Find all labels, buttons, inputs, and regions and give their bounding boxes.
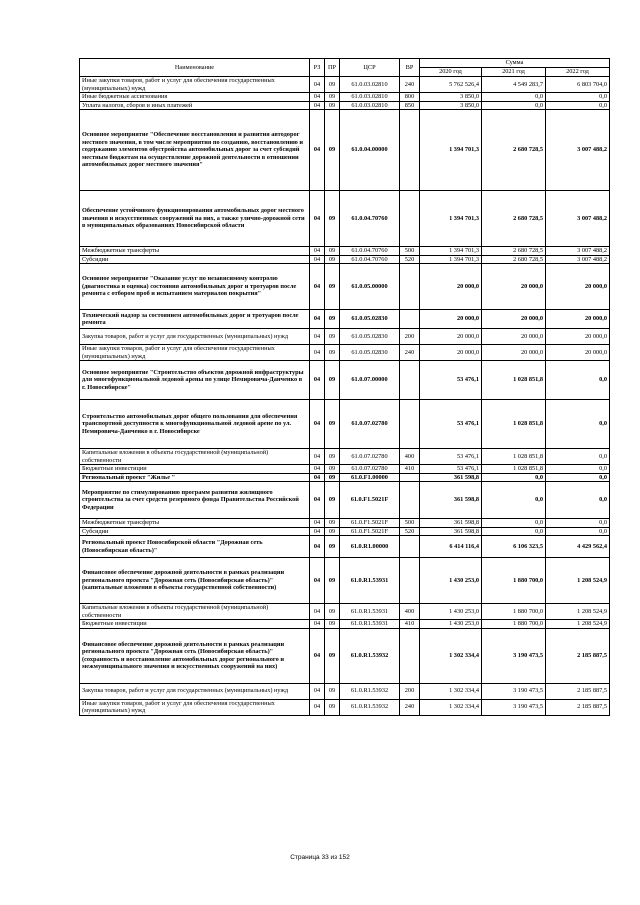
header-vr: ВР (400, 59, 420, 77)
cell-pr: 09 (325, 264, 340, 310)
cell-csr: 61.0.05.02830 (340, 310, 400, 329)
cell-csr: 61.0.07.02780 (340, 465, 400, 474)
table-row (80, 473, 610, 482)
cell-sum-2022: 6 803 704,0 (546, 77, 610, 93)
header-rz: РЗ (310, 59, 325, 77)
cell-vr: 500 (400, 247, 420, 256)
cell-sum-2020: 1 394 701,3 (420, 255, 482, 264)
cell-sum-2020: 361 598,8 (420, 519, 482, 528)
cell-name: Бюджетные инвестиции (80, 620, 310, 629)
cell-sum-2022: 2 185 887,5 (546, 628, 610, 683)
cell-rz: 04 (310, 329, 325, 345)
cell-sum-2022: 20 000,0 (546, 329, 610, 345)
cell-csr: 61.0.03.02810 (340, 93, 400, 102)
budget-table-sheet (79, 58, 609, 716)
cell-sum-2022: 0,0 (546, 93, 610, 102)
cell-sum-2021: 0,0 (482, 101, 546, 110)
cell-sum-2020: 53 476,1 (420, 400, 482, 449)
cell-csr: 61.0.07.02780 (340, 400, 400, 449)
cell-sum-2022: 3 007 488,2 (546, 255, 610, 264)
cell-vr: 240 (400, 699, 420, 715)
cell-csr: 61.0.04.70760 (340, 247, 400, 256)
table-row (80, 329, 610, 345)
cell-rz: 04 (310, 449, 325, 465)
table-row (80, 191, 610, 247)
cell-pr: 09 (325, 247, 340, 256)
cell-sum-2020: 5 762 526,4 (420, 77, 482, 93)
cell-sum-2021: 1 880 700,0 (482, 604, 546, 620)
cell-sum-2020: 1 430 253,0 (420, 620, 482, 629)
cell-name: Основное мероприятие "Обеспечение восстановления и развития автодорог местного значения, в том числе мероприятия по созданию, восстановлению и содержанию элементов обустройства автомобильных дорог за счет субсидий местным бюджетам на осуществление дорожной деятельности в отношении автомобильных дорог местного значения" (80, 110, 310, 191)
cell-name: Межбюджетные трансферты (80, 247, 310, 256)
cell-sum-2021: 1 028 851,8 (482, 449, 546, 465)
header-pr: ПР (325, 59, 340, 77)
cell-sum-2021: 2 680 728,5 (482, 110, 546, 191)
cell-rz: 04 (310, 77, 325, 93)
cell-name: Региональный проект Новосибирской области "Дорожная сеть (Новосибирская область)" (80, 536, 310, 558)
table-row (80, 482, 610, 519)
cell-rz: 04 (310, 558, 325, 604)
cell-csr: 61.0.R1.53931 (340, 620, 400, 629)
cell-pr: 09 (325, 527, 340, 536)
table-row (80, 620, 610, 629)
table-row (80, 465, 610, 474)
cell-sum-2022: 0,0 (546, 449, 610, 465)
cell-rz: 04 (310, 473, 325, 482)
cell-sum-2022: 2 185 887,5 (546, 683, 610, 699)
cell-vr: 400 (400, 604, 420, 620)
cell-vr: 850 (400, 101, 420, 110)
cell-csr: 61.0.R1.53932 (340, 683, 400, 699)
cell-csr: 61.0.05.02830 (340, 329, 400, 345)
cell-sum-2020: 1 302 334,4 (420, 683, 482, 699)
cell-sum-2022: 20 000,0 (546, 345, 610, 361)
cell-sum-2020: 20 000,0 (420, 264, 482, 310)
cell-csr: 61.0.F1.00000 (340, 473, 400, 482)
cell-sum-2021: 6 106 323,5 (482, 536, 546, 558)
table-row (80, 77, 610, 93)
cell-rz: 04 (310, 255, 325, 264)
cell-sum-2022: 0,0 (546, 527, 610, 536)
header-year-2020: 2020 год (420, 68, 482, 77)
page-number: Страница 33 из 152 (290, 854, 350, 861)
cell-sum-2022: 0,0 (546, 465, 610, 474)
cell-csr: 61.0.R1.53931 (340, 558, 400, 604)
cell-csr: 61.0.03.02810 (340, 77, 400, 93)
cell-csr: 61.0.F1.5021F (340, 519, 400, 528)
cell-sum-2022: 0,0 (546, 473, 610, 482)
cell-vr: 240 (400, 77, 420, 93)
cell-pr: 09 (325, 604, 340, 620)
cell-rz: 04 (310, 536, 325, 558)
cell-csr: 61.0.R1.53931 (340, 604, 400, 620)
cell-name: Субсидии (80, 255, 310, 264)
table-body (80, 77, 610, 716)
cell-sum-2021: 0,0 (482, 527, 546, 536)
cell-vr: 410 (400, 465, 420, 474)
cell-pr: 09 (325, 536, 340, 558)
cell-sum-2021: 0,0 (482, 482, 546, 519)
cell-rz: 04 (310, 482, 325, 519)
cell-name: Иные закупки товаров, работ и услуг для обеспечения государственных (муниципальных) нужд (80, 77, 310, 93)
cell-vr: 200 (400, 683, 420, 699)
cell-sum-2021: 1 028 851,8 (482, 361, 546, 400)
cell-sum-2020: 6 414 116,4 (420, 536, 482, 558)
cell-name: Уплата налогов, сборов и иных платежей (80, 101, 310, 110)
cell-name: Региональный проект "Жилье " (80, 473, 310, 482)
cell-name: Иные закупки товаров, работ и услуг для обеспечения государственных (муниципальных) нужд (80, 345, 310, 361)
cell-vr (400, 191, 420, 247)
cell-sum-2021: 2 680 728,5 (482, 191, 546, 247)
cell-vr: 500 (400, 519, 420, 528)
table-row (80, 310, 610, 329)
cell-pr: 09 (325, 310, 340, 329)
cell-name: Иные закупки товаров, работ и услуг для обеспечения государственных (муниципальных) нужд (80, 699, 310, 715)
table-row (80, 361, 610, 400)
cell-sum-2022: 1 208 524,9 (546, 558, 610, 604)
cell-sum-2022: 0,0 (546, 400, 610, 449)
table-row (80, 519, 610, 528)
cell-sum-2021: 1 880 700,0 (482, 620, 546, 629)
cell-rz: 04 (310, 620, 325, 629)
cell-name: Капитальные вложения в объекты государственной (муниципальной) собственности (80, 449, 310, 465)
cell-sum-2022: 2 185 887,5 (546, 699, 610, 715)
cell-name: Технический надзор за состоянием автомобильных дорог и тротуаров после ремонта (80, 310, 310, 329)
cell-csr: 61.0.05.02830 (340, 345, 400, 361)
cell-rz: 04 (310, 527, 325, 536)
cell-pr: 09 (325, 101, 340, 110)
cell-sum-2021: 0,0 (482, 473, 546, 482)
cell-pr: 09 (325, 620, 340, 629)
cell-pr: 09 (325, 329, 340, 345)
cell-sum-2020: 53 476,1 (420, 449, 482, 465)
header-name: Наименование (80, 59, 310, 77)
cell-csr: 61.0.R1.53932 (340, 699, 400, 715)
cell-pr: 09 (325, 345, 340, 361)
table-row (80, 264, 610, 310)
cell-csr: 61.0.05.00000 (340, 264, 400, 310)
cell-pr: 09 (325, 519, 340, 528)
table-row (80, 449, 610, 465)
cell-vr (400, 482, 420, 519)
cell-rz: 04 (310, 465, 325, 474)
cell-sum-2021: 0,0 (482, 93, 546, 102)
cell-csr: 61.0.F1.5021F (340, 527, 400, 536)
cell-vr (400, 400, 420, 449)
cell-pr: 09 (325, 683, 340, 699)
cell-sum-2021: 3 190 473,5 (482, 699, 546, 715)
cell-csr: 61.0.07.02780 (340, 449, 400, 465)
cell-vr (400, 558, 420, 604)
cell-sum-2021: 1 880 700,0 (482, 558, 546, 604)
cell-sum-2022: 1 208 524,9 (546, 620, 610, 629)
cell-vr: 410 (400, 620, 420, 629)
cell-sum-2021: 2 680 728,5 (482, 255, 546, 264)
cell-sum-2020: 1 302 334,4 (420, 699, 482, 715)
cell-sum-2022: 1 208 524,9 (546, 604, 610, 620)
cell-vr (400, 310, 420, 329)
cell-pr: 09 (325, 255, 340, 264)
cell-csr: 61.0.07.00000 (340, 361, 400, 400)
cell-rz: 04 (310, 310, 325, 329)
cell-sum-2020: 1 394 701,3 (420, 191, 482, 247)
cell-csr: 61.0.04.70760 (340, 255, 400, 264)
table-row (80, 604, 610, 620)
cell-rz: 04 (310, 699, 325, 715)
cell-pr: 09 (325, 400, 340, 449)
cell-pr: 09 (325, 361, 340, 400)
cell-rz: 04 (310, 345, 325, 361)
table-row (80, 345, 610, 361)
cell-csr: 61.0.04.00000 (340, 110, 400, 191)
cell-sum-2022: 0,0 (546, 482, 610, 519)
cell-pr: 09 (325, 449, 340, 465)
cell-vr: 240 (400, 345, 420, 361)
table-row (80, 400, 610, 449)
cell-rz: 04 (310, 604, 325, 620)
table-row (80, 536, 610, 558)
header-year-2022: 2022 год (546, 68, 610, 77)
header-csr: ЦСР (340, 59, 400, 77)
table-row (80, 101, 610, 110)
cell-sum-2022: 4 429 562,4 (546, 536, 610, 558)
cell-sum-2020: 1 394 701,3 (420, 247, 482, 256)
cell-sum-2022: 0,0 (546, 101, 610, 110)
cell-sum-2021: 20 000,0 (482, 264, 546, 310)
cell-name: Основное мероприятие "Оказание услуг по независимому контролю (диагностика и оценка) состояния автомобильных дорог и тротуаров после ремонта с отбором проб и испытанием материалов покрытия" (80, 264, 310, 310)
cell-rz: 04 (310, 101, 325, 110)
table-row (80, 110, 610, 191)
cell-sum-2022: 3 007 488,2 (546, 110, 610, 191)
table-row (80, 247, 610, 256)
cell-name: Закупка товаров, работ и услуг для государственных (муниципальных) нужд (80, 683, 310, 699)
cell-name: Мероприятие по стимулированию программ развития жилищного строительства за счет средств резервного фонда Правительства Российской Федерации (80, 482, 310, 519)
cell-vr: 520 (400, 255, 420, 264)
table-row (80, 93, 610, 102)
cell-name: Основное мероприятие "Строительство объектов дорожной инфраструктуры для многофункциональной ледовой арены по улице Немировича-Данченко в г. Новосибирске" (80, 361, 310, 400)
cell-sum-2021: 3 190 473,5 (482, 628, 546, 683)
cell-sum-2022: 20 000,0 (546, 310, 610, 329)
cell-rz: 04 (310, 683, 325, 699)
cell-csr: 61.0.R1.00000 (340, 536, 400, 558)
cell-sum-2021: 1 028 851,8 (482, 400, 546, 449)
cell-pr: 09 (325, 473, 340, 482)
cell-vr (400, 536, 420, 558)
cell-vr: 400 (400, 449, 420, 465)
cell-sum-2021: 1 028 851,8 (482, 465, 546, 474)
cell-csr: 61.0.03.02810 (340, 101, 400, 110)
cell-pr: 09 (325, 465, 340, 474)
cell-vr (400, 264, 420, 310)
cell-rz: 04 (310, 519, 325, 528)
cell-sum-2020: 20 000,0 (420, 329, 482, 345)
cell-sum-2022: 3 007 488,2 (546, 247, 610, 256)
cell-sum-2021: 2 680 728,5 (482, 247, 546, 256)
cell-name: Бюджетные инвестиции (80, 465, 310, 474)
table-row (80, 683, 610, 699)
cell-sum-2022: 20 000,0 (546, 264, 610, 310)
cell-sum-2020: 53 476,1 (420, 361, 482, 400)
cell-name: Капитальные вложения в объекты государственной (муниципальной) собственности (80, 604, 310, 620)
cell-vr: 520 (400, 527, 420, 536)
cell-name: Финансовое обеспечение дорожной деятельности в рамках реализации регионального проекта "Дорожная сеть (Новосибирская область)" (сохранность и восстановление автомобильных дорог регионального и межмуниципального значения и искусственных сооружений на них) (80, 628, 310, 683)
cell-csr: 61.0.R1.53932 (340, 628, 400, 683)
cell-sum-2022: 0,0 (546, 519, 610, 528)
cell-rz: 04 (310, 361, 325, 400)
cell-sum-2022: 3 007 488,2 (546, 191, 610, 247)
cell-rz: 04 (310, 247, 325, 256)
table-row (80, 255, 610, 264)
cell-sum-2020: 1 302 334,4 (420, 628, 482, 683)
cell-pr: 09 (325, 93, 340, 102)
cell-pr: 09 (325, 558, 340, 604)
table-row (80, 699, 610, 715)
cell-sum-2020: 1 430 253,0 (420, 604, 482, 620)
cell-sum-2020: 1 394 701,3 (420, 110, 482, 191)
budget-table (79, 58, 610, 716)
cell-vr (400, 628, 420, 683)
header-year-2021: 2021 год (482, 68, 546, 77)
cell-rz: 04 (310, 191, 325, 247)
cell-sum-2020: 53 476,1 (420, 465, 482, 474)
cell-rz: 04 (310, 110, 325, 191)
table-row (80, 628, 610, 683)
cell-name: Обеспечение устойчивого функционирования автомобильных дорог местного значения и искусственных сооружений на них, а также улично-дорожной сети в муниципальных образованиях Новосибирской области (80, 191, 310, 247)
cell-rz: 04 (310, 628, 325, 683)
cell-rz: 04 (310, 264, 325, 310)
cell-sum-2020: 20 000,0 (420, 345, 482, 361)
cell-sum-2020: 361 598,8 (420, 527, 482, 536)
cell-sum-2021: 20 000,0 (482, 345, 546, 361)
table-header (80, 59, 610, 77)
cell-sum-2021: 0,0 (482, 519, 546, 528)
cell-pr: 09 (325, 77, 340, 93)
cell-name: Строительство автомобильных дорог общего пользования для обеспечения транспортной доступности к многофункциональной ледовой арене по ул. Немировича-Данченко в г. Новосибирске (80, 400, 310, 449)
cell-csr: 61.0.F1.5021F (340, 482, 400, 519)
cell-sum-2020: 20 000,0 (420, 310, 482, 329)
cell-pr: 09 (325, 191, 340, 247)
cell-sum-2020: 3 850,0 (420, 93, 482, 102)
cell-vr: 800 (400, 93, 420, 102)
table-row (80, 527, 610, 536)
table-row (80, 558, 610, 604)
cell-vr: 200 (400, 329, 420, 345)
header-sum: Сумма (420, 59, 610, 68)
cell-pr: 09 (325, 628, 340, 683)
cell-sum-2021: 3 190 473,5 (482, 683, 546, 699)
cell-pr: 09 (325, 482, 340, 519)
cell-sum-2022: 0,0 (546, 361, 610, 400)
cell-name: Субсидии (80, 527, 310, 536)
cell-pr: 09 (325, 110, 340, 191)
cell-rz: 04 (310, 400, 325, 449)
cell-sum-2020: 361 598,8 (420, 482, 482, 519)
cell-sum-2020: 361 598,8 (420, 473, 482, 482)
cell-sum-2020: 1 430 253,0 (420, 558, 482, 604)
cell-sum-2021: 20 000,0 (482, 329, 546, 345)
cell-sum-2021: 20 000,0 (482, 310, 546, 329)
cell-pr: 09 (325, 699, 340, 715)
cell-name: Финансовое обеспечение дорожной деятельности в рамках реализации регионального проекта "Дорожная сеть (Новосибирская область)" (капитальные вложения в объекты государственной собственности) (80, 558, 310, 604)
cell-name: Закупка товаров, работ и услуг для государственных (муниципальных) нужд (80, 329, 310, 345)
cell-rz: 04 (310, 93, 325, 102)
cell-csr: 61.0.04.70760 (340, 191, 400, 247)
cell-name: Иные бюджетные ассигнования (80, 93, 310, 102)
cell-sum-2021: 4 549 283,7 (482, 77, 546, 93)
cell-vr (400, 361, 420, 400)
cell-vr (400, 473, 420, 482)
cell-vr (400, 110, 420, 191)
cell-sum-2020: 3 850,0 (420, 101, 482, 110)
cell-name: Межбюджетные трансферты (80, 519, 310, 528)
